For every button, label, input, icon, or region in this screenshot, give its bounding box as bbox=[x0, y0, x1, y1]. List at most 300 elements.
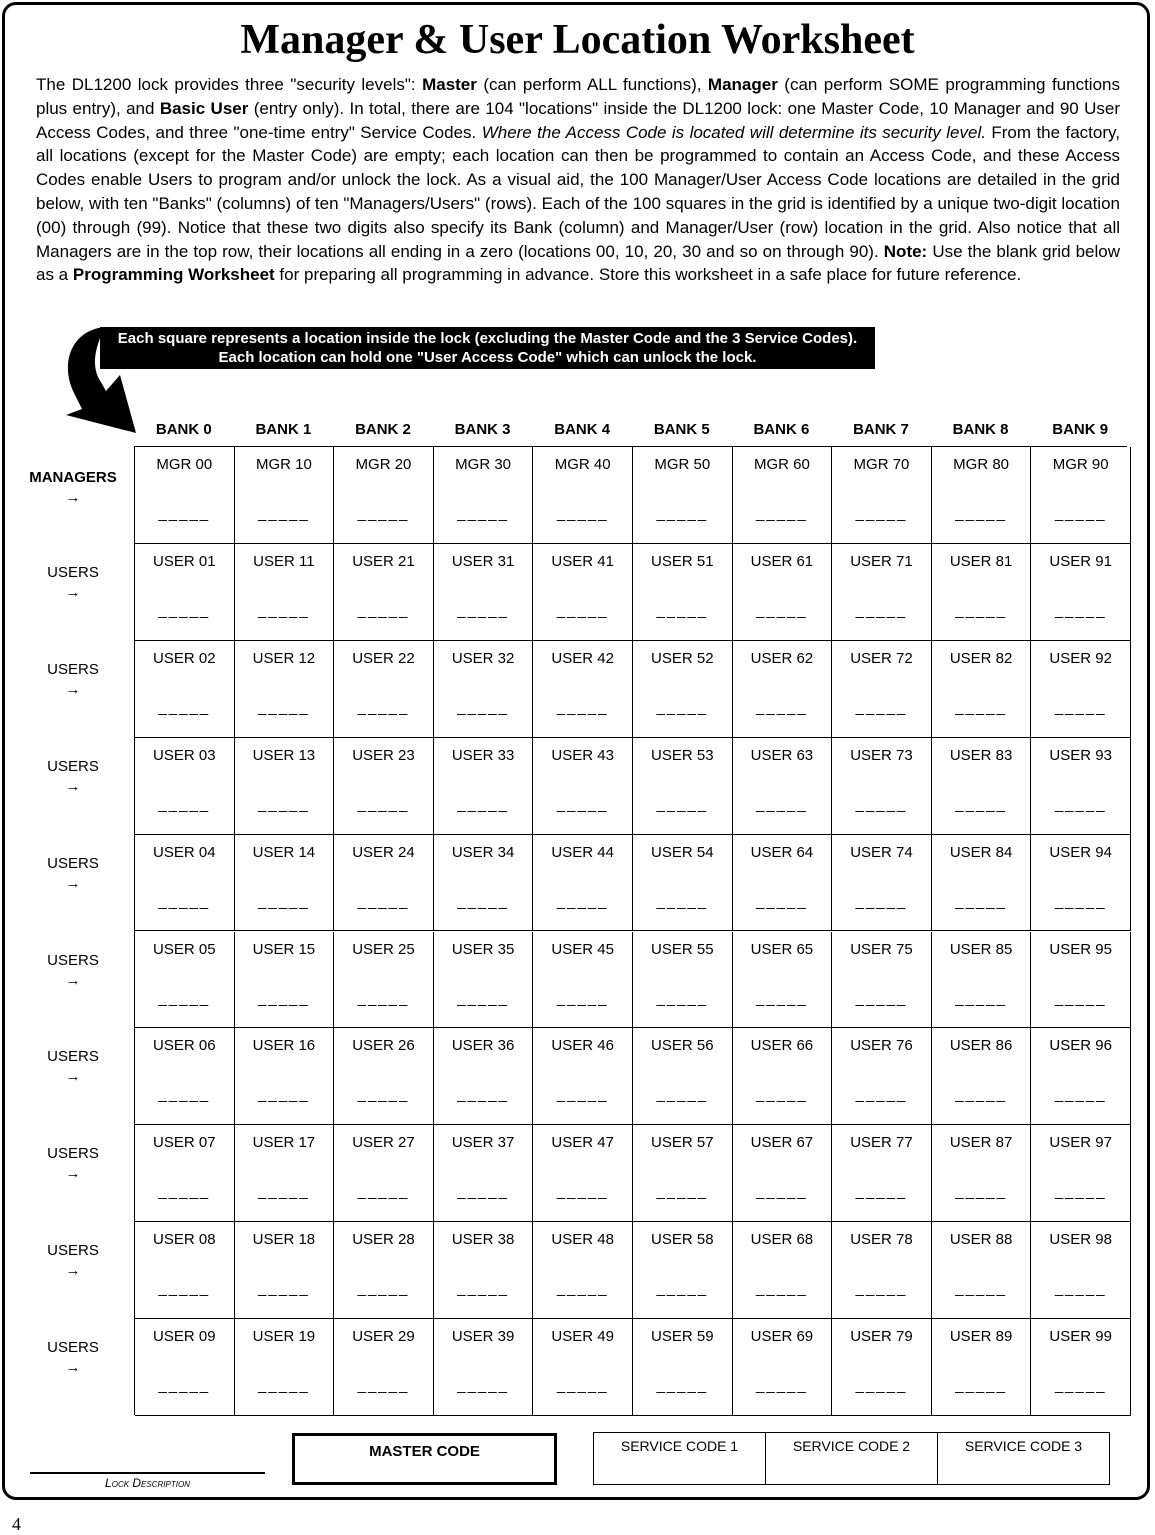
location-label: USER 27 bbox=[352, 1134, 415, 1152]
code-blank-line[interactable]: _____ bbox=[556, 892, 609, 910]
code-blank-line[interactable]: _____ bbox=[457, 892, 509, 910]
location-cell[interactable] bbox=[733, 932, 833, 1029]
location-label: USER 81 bbox=[949, 552, 1013, 570]
location-cell[interactable] bbox=[533, 1319, 633, 1416]
code-blank-line[interactable]: _____ bbox=[457, 601, 509, 619]
right-arrow-icon: → bbox=[65, 1165, 81, 1183]
location-cell[interactable] bbox=[533, 932, 633, 1029]
location-label: USER 67 bbox=[750, 1134, 814, 1152]
code-blank-line[interactable]: _____ bbox=[357, 795, 410, 813]
location-label: USER 42 bbox=[551, 649, 614, 667]
location-cell[interactable] bbox=[235, 447, 335, 544]
code-blank-line[interactable]: _____ bbox=[556, 989, 609, 1007]
location-cell[interactable] bbox=[832, 738, 932, 835]
location-cell[interactable] bbox=[235, 1028, 335, 1125]
location-cell[interactable] bbox=[932, 641, 1032, 738]
location-cell[interactable] bbox=[1031, 641, 1131, 738]
bank-header-4: BANK 4 bbox=[554, 421, 611, 438]
service-code-3[interactable]: SERVICE CODE 3 bbox=[937, 1433, 1109, 1484]
location-label: MGR 90 bbox=[1052, 456, 1109, 473]
location-cell[interactable] bbox=[135, 932, 235, 1029]
code-blank-line[interactable]: _____ bbox=[955, 1377, 1007, 1395]
location-cell[interactable] bbox=[733, 835, 833, 932]
location-label: USER 63 bbox=[750, 746, 814, 764]
location-label: MGR 70 bbox=[853, 456, 910, 473]
code-blank-line[interactable]: _____ bbox=[457, 1377, 509, 1395]
location-label: MGR 50 bbox=[654, 456, 711, 473]
location-cell[interactable] bbox=[733, 1028, 833, 1125]
location-label: USER 13 bbox=[252, 746, 316, 764]
code-blank-line[interactable]: _____ bbox=[656, 698, 709, 716]
code-blank-line[interactable]: _____ bbox=[258, 1183, 310, 1201]
row-label-users bbox=[18, 854, 128, 894]
location-cell[interactable] bbox=[932, 544, 1032, 641]
location-cell[interactable] bbox=[334, 641, 434, 738]
location-label: USER 82 bbox=[949, 649, 1013, 667]
location-label: USER 19 bbox=[252, 1328, 316, 1346]
code-blank-line[interactable]: _____ bbox=[258, 989, 310, 1007]
location-cell[interactable] bbox=[633, 641, 733, 738]
location-cell[interactable] bbox=[334, 1319, 434, 1416]
location-cell[interactable] bbox=[135, 835, 235, 932]
location-cell[interactable] bbox=[733, 544, 833, 641]
location-label: USER 38 bbox=[451, 1231, 515, 1249]
row-label-text: USERS bbox=[47, 951, 99, 969]
location-cell[interactable] bbox=[832, 641, 932, 738]
code-blank-line[interactable]: _____ bbox=[756, 1280, 808, 1298]
location-label: USER 36 bbox=[451, 1037, 515, 1055]
row-label-text: USERS bbox=[47, 854, 99, 872]
location-cell[interactable] bbox=[135, 1222, 235, 1319]
location-label: USER 65 bbox=[750, 940, 814, 958]
code-blank-line[interactable]: _____ bbox=[955, 795, 1007, 813]
location-label: USER 76 bbox=[850, 1037, 913, 1055]
location-label: USER 03 bbox=[153, 746, 216, 764]
code-blank-line[interactable]: _____ bbox=[756, 892, 808, 910]
location-cell[interactable] bbox=[733, 641, 833, 738]
code-blank-line[interactable]: _____ bbox=[656, 989, 709, 1007]
code-blank-line[interactable]: _____ bbox=[756, 1377, 808, 1395]
location-cell[interactable] bbox=[135, 544, 235, 641]
bank-header-8: BANK 8 bbox=[952, 421, 1009, 438]
location-label: MGR 30 bbox=[455, 456, 512, 473]
location-cell[interactable] bbox=[135, 1319, 235, 1416]
location-label: USER 29 bbox=[352, 1328, 415, 1346]
location-label: USER 97 bbox=[1049, 1134, 1112, 1152]
code-blank-line[interactable]: _____ bbox=[258, 1377, 310, 1395]
location-cell[interactable] bbox=[932, 738, 1032, 835]
row-label-text: USERS bbox=[47, 1048, 99, 1066]
location-label: USER 24 bbox=[352, 843, 415, 861]
code-blank-line[interactable]: _____ bbox=[756, 1086, 808, 1104]
location-cell[interactable] bbox=[434, 1125, 534, 1222]
code-blank-line[interactable]: _____ bbox=[656, 1377, 709, 1395]
location-cell[interactable] bbox=[1031, 738, 1131, 835]
code-blank-line[interactable]: _____ bbox=[1054, 892, 1107, 910]
location-cell[interactable] bbox=[434, 738, 534, 835]
location-cell[interactable] bbox=[533, 1125, 633, 1222]
location-cell[interactable] bbox=[932, 447, 1032, 544]
location-cell[interactable] bbox=[633, 544, 733, 641]
location-label: USER 02 bbox=[153, 649, 216, 667]
location-cell[interactable] bbox=[832, 544, 932, 641]
location-label: USER 48 bbox=[551, 1231, 614, 1249]
location-cell[interactable] bbox=[235, 1222, 335, 1319]
location-label: USER 45 bbox=[551, 940, 614, 958]
code-blank-line[interactable]: _____ bbox=[556, 1377, 609, 1395]
code-blank-line[interactable]: _____ bbox=[1054, 1086, 1107, 1104]
service-codes-box bbox=[593, 1432, 1110, 1485]
location-cell[interactable] bbox=[832, 1222, 932, 1319]
code-blank-line[interactable]: _____ bbox=[357, 1183, 410, 1201]
code-blank-line[interactable]: _____ bbox=[855, 698, 908, 716]
right-arrow-icon: → bbox=[65, 777, 81, 795]
location-label: USER 46 bbox=[551, 1037, 614, 1055]
location-cell[interactable] bbox=[334, 835, 434, 932]
location-label: USER 61 bbox=[750, 552, 814, 570]
location-label: MGR 20 bbox=[355, 456, 412, 473]
location-cell[interactable] bbox=[1031, 932, 1131, 1029]
location-label: USER 59 bbox=[651, 1328, 714, 1346]
code-blank-line[interactable]: _____ bbox=[158, 505, 211, 522]
code-blank-line[interactable]: _____ bbox=[1054, 601, 1107, 619]
location-cell[interactable] bbox=[633, 835, 733, 932]
location-cell[interactable] bbox=[434, 447, 534, 544]
location-label: USER 89 bbox=[949, 1328, 1013, 1346]
location-cell[interactable] bbox=[832, 835, 932, 932]
location-cell[interactable] bbox=[832, 932, 932, 1029]
code-blank-line[interactable]: _____ bbox=[357, 1377, 410, 1395]
code-blank-line[interactable]: _____ bbox=[457, 1086, 509, 1104]
location-cell[interactable] bbox=[533, 447, 633, 544]
code-blank-line[interactable]: _____ bbox=[855, 989, 908, 1007]
code-blank-line[interactable]: _____ bbox=[357, 698, 410, 716]
location-label: USER 08 bbox=[153, 1231, 216, 1249]
location-cell[interactable] bbox=[334, 1222, 434, 1319]
location-cell[interactable] bbox=[533, 544, 633, 641]
location-label: USER 44 bbox=[551, 843, 614, 861]
code-blank-line[interactable]: _____ bbox=[656, 892, 709, 910]
code-blank-line[interactable]: _____ bbox=[1054, 795, 1107, 813]
code-blank-line[interactable]: _____ bbox=[357, 892, 410, 910]
code-blank-line[interactable]: _____ bbox=[158, 1377, 211, 1395]
location-cell[interactable] bbox=[932, 1222, 1032, 1319]
location-cell[interactable] bbox=[932, 1319, 1032, 1416]
code-blank-line[interactable]: _____ bbox=[955, 601, 1007, 619]
code-blank-line[interactable]: _____ bbox=[955, 1183, 1007, 1201]
code-blank-line[interactable]: _____ bbox=[258, 1280, 310, 1298]
location-label: USER 16 bbox=[252, 1037, 316, 1055]
location-label: USER 94 bbox=[1049, 843, 1112, 861]
code-blank-line[interactable]: _____ bbox=[357, 601, 410, 619]
location-cell[interactable] bbox=[1031, 835, 1131, 932]
location-cell[interactable] bbox=[633, 1125, 733, 1222]
code-blank-line[interactable]: _____ bbox=[1054, 505, 1107, 522]
code-blank-line[interactable]: _____ bbox=[258, 795, 310, 813]
location-label: USER 43 bbox=[551, 746, 614, 764]
location-cell[interactable] bbox=[932, 932, 1032, 1029]
location-cell[interactable] bbox=[135, 1028, 235, 1125]
row-label-text: MANAGERS bbox=[29, 469, 117, 486]
location-label: USER 73 bbox=[850, 746, 913, 764]
location-cell[interactable] bbox=[235, 641, 335, 738]
location-label: USER 35 bbox=[451, 940, 515, 958]
code-blank-line[interactable]: _____ bbox=[258, 505, 310, 522]
location-label: USER 33 bbox=[451, 746, 515, 764]
code-blank-line[interactable]: _____ bbox=[855, 1183, 908, 1201]
location-cell[interactable] bbox=[932, 835, 1032, 932]
code-blank-line[interactable]: _____ bbox=[158, 892, 211, 910]
location-cell[interactable] bbox=[633, 932, 733, 1029]
code-blank-line[interactable]: _____ bbox=[855, 892, 908, 910]
callout-banner: Each square represents a location inside the lock (excluding the Master Code and the 3 Service Codes). Each location can hold one "User Access Code" which can unlock the lock. bbox=[100, 327, 875, 369]
service-code-2[interactable]: SERVICE CODE 2 bbox=[765, 1433, 937, 1484]
location-label: USER 09 bbox=[153, 1328, 216, 1346]
location-label: USER 56 bbox=[651, 1037, 714, 1055]
location-label: USER 23 bbox=[352, 746, 415, 764]
location-cell[interactable] bbox=[633, 1319, 733, 1416]
location-cell[interactable] bbox=[434, 1028, 534, 1125]
lock-description-line bbox=[30, 1472, 265, 1474]
bank-header-9: BANK 9 bbox=[1052, 421, 1109, 438]
location-cell[interactable] bbox=[434, 641, 534, 738]
location-cell[interactable] bbox=[1031, 544, 1131, 641]
location-cell[interactable] bbox=[434, 835, 534, 932]
code-blank-line[interactable]: _____ bbox=[357, 1086, 410, 1104]
right-arrow-icon: → bbox=[65, 1068, 81, 1086]
code-blank-line[interactable]: _____ bbox=[656, 505, 709, 522]
location-cell[interactable] bbox=[1031, 1222, 1131, 1319]
location-label: USER 28 bbox=[352, 1231, 415, 1249]
location-cell[interactable] bbox=[733, 1319, 833, 1416]
code-blank-line[interactable]: _____ bbox=[1054, 698, 1107, 716]
code-blank-line[interactable]: _____ bbox=[457, 1280, 509, 1298]
location-cell[interactable] bbox=[733, 1125, 833, 1222]
location-label: USER 84 bbox=[949, 843, 1013, 861]
code-blank-line[interactable]: _____ bbox=[1054, 1280, 1107, 1298]
row-label-users bbox=[18, 1241, 128, 1281]
code-blank-line[interactable]: _____ bbox=[556, 795, 609, 813]
code-blank-line[interactable]: _____ bbox=[955, 505, 1007, 522]
code-blank-line[interactable]: _____ bbox=[457, 698, 509, 716]
location-label: USER 74 bbox=[850, 843, 913, 861]
code-blank-line[interactable]: _____ bbox=[756, 505, 808, 522]
row-label-users bbox=[18, 1338, 128, 1378]
location-cell[interactable] bbox=[334, 738, 434, 835]
code-blank-line[interactable]: _____ bbox=[556, 505, 609, 522]
location-cell[interactable] bbox=[533, 641, 633, 738]
location-label: USER 95 bbox=[1049, 940, 1112, 958]
location-cell[interactable] bbox=[932, 1028, 1032, 1125]
code-blank-line[interactable]: _____ bbox=[1054, 989, 1107, 1007]
location-label: USER 21 bbox=[352, 552, 415, 570]
location-cell[interactable] bbox=[733, 447, 833, 544]
location-cell[interactable] bbox=[832, 447, 932, 544]
location-cell[interactable] bbox=[235, 932, 335, 1029]
location-cell[interactable] bbox=[932, 1125, 1032, 1222]
code-blank-line[interactable]: _____ bbox=[756, 601, 808, 619]
location-cell[interactable] bbox=[334, 932, 434, 1029]
page-number: 4 bbox=[12, 1514, 21, 1534]
code-blank-line[interactable]: _____ bbox=[556, 601, 609, 619]
location-cell[interactable] bbox=[633, 447, 733, 544]
location-cell[interactable] bbox=[235, 1319, 335, 1416]
location-grid bbox=[134, 446, 1127, 1415]
location-label: USER 55 bbox=[651, 940, 714, 958]
location-cell[interactable] bbox=[533, 738, 633, 835]
code-blank-line[interactable]: _____ bbox=[955, 989, 1007, 1007]
location-cell[interactable] bbox=[1031, 1028, 1131, 1125]
location-label: MGR 80 bbox=[953, 456, 1010, 473]
location-cell[interactable] bbox=[533, 835, 633, 932]
row-label-text: USERS bbox=[47, 1242, 99, 1260]
code-blank-line[interactable]: _____ bbox=[556, 1183, 609, 1201]
code-blank-line[interactable]: _____ bbox=[158, 1183, 211, 1201]
code-blank-line[interactable]: _____ bbox=[855, 505, 908, 522]
code-blank-line[interactable]: _____ bbox=[656, 1183, 709, 1201]
location-label: USER 58 bbox=[651, 1231, 714, 1249]
code-blank-line[interactable]: _____ bbox=[1054, 1377, 1107, 1395]
code-blank-line[interactable]: _____ bbox=[357, 505, 410, 522]
code-blank-line[interactable]: _____ bbox=[258, 892, 310, 910]
location-label: USER 68 bbox=[750, 1231, 814, 1249]
code-blank-line[interactable]: _____ bbox=[158, 989, 211, 1007]
code-blank-line[interactable]: _____ bbox=[457, 795, 509, 813]
code-blank-line[interactable]: _____ bbox=[955, 892, 1007, 910]
location-label: USER 37 bbox=[451, 1134, 515, 1152]
location-cell[interactable] bbox=[135, 1125, 235, 1222]
location-label: USER 62 bbox=[750, 649, 814, 667]
row-label-text: USERS bbox=[47, 1145, 99, 1163]
code-blank-line[interactable]: _____ bbox=[656, 601, 709, 619]
code-blank-line[interactable]: _____ bbox=[158, 1086, 211, 1104]
service-code-1[interactable]: SERVICE CODE 1 bbox=[620, 1438, 739, 1454]
code-blank-line[interactable]: _____ bbox=[556, 1280, 609, 1298]
location-label: USER 92 bbox=[1049, 649, 1112, 667]
location-cell[interactable] bbox=[235, 835, 335, 932]
code-blank-line[interactable]: _____ bbox=[656, 1086, 709, 1104]
code-blank-line[interactable]: _____ bbox=[556, 698, 609, 716]
location-cell[interactable] bbox=[1031, 1125, 1131, 1222]
code-blank-line[interactable]: _____ bbox=[1054, 1183, 1107, 1201]
location-cell[interactable] bbox=[334, 1125, 434, 1222]
code-blank-line[interactable]: _____ bbox=[158, 1280, 211, 1298]
location-cell[interactable] bbox=[832, 1125, 932, 1222]
location-label: USER 75 bbox=[850, 940, 913, 958]
location-cell[interactable] bbox=[135, 447, 235, 544]
location-cell[interactable] bbox=[633, 738, 733, 835]
location-cell[interactable] bbox=[434, 932, 534, 1029]
code-blank-line[interactable]: _____ bbox=[756, 795, 808, 813]
location-label: USER 64 bbox=[750, 843, 814, 861]
code-blank-line[interactable]: _____ bbox=[357, 1280, 410, 1298]
row-label-users bbox=[18, 1047, 128, 1087]
location-label: USER 52 bbox=[651, 649, 714, 667]
code-blank-line[interactable]: _____ bbox=[955, 698, 1007, 716]
location-label: USER 34 bbox=[451, 843, 515, 861]
master-code-box[interactable]: MASTER CODE bbox=[292, 1433, 557, 1485]
code-blank-line[interactable]: _____ bbox=[258, 1086, 310, 1104]
location-cell[interactable] bbox=[832, 1319, 932, 1416]
code-blank-line[interactable]: _____ bbox=[656, 1280, 709, 1298]
location-label: USER 71 bbox=[850, 552, 913, 570]
code-blank-line[interactable]: _____ bbox=[258, 698, 310, 716]
location-label: USER 72 bbox=[850, 649, 913, 667]
location-label: USER 77 bbox=[850, 1134, 913, 1152]
code-blank-line[interactable]: _____ bbox=[855, 1086, 908, 1104]
code-blank-line[interactable]: _____ bbox=[457, 505, 509, 522]
location-cell[interactable] bbox=[235, 1125, 335, 1222]
bank-header-2: BANK 2 bbox=[355, 421, 411, 438]
location-cell[interactable] bbox=[533, 1222, 633, 1319]
location-cell[interactable] bbox=[633, 1222, 733, 1319]
code-blank-line[interactable]: _____ bbox=[756, 989, 808, 1007]
right-arrow-icon: → bbox=[65, 583, 81, 601]
code-blank-line[interactable]: _____ bbox=[457, 1183, 509, 1201]
location-cell[interactable] bbox=[135, 738, 235, 835]
location-label: MGR 00 bbox=[156, 456, 213, 473]
location-cell[interactable] bbox=[733, 1222, 833, 1319]
location-cell[interactable] bbox=[733, 738, 833, 835]
bank-header-7: BANK 7 bbox=[853, 421, 909, 438]
location-cell[interactable] bbox=[1031, 1319, 1131, 1416]
location-cell[interactable] bbox=[334, 447, 434, 544]
right-arrow-icon: → bbox=[65, 971, 81, 989]
location-cell[interactable] bbox=[434, 544, 534, 641]
row-label-users bbox=[18, 757, 128, 797]
code-blank-line[interactable]: _____ bbox=[756, 698, 808, 716]
code-blank-line[interactable]: _____ bbox=[158, 698, 211, 716]
location-cell[interactable] bbox=[1031, 447, 1131, 544]
location-cell[interactable] bbox=[235, 544, 335, 641]
code-blank-line[interactable]: _____ bbox=[158, 795, 211, 813]
location-label: USER 18 bbox=[252, 1231, 316, 1249]
bank-header-6: BANK 6 bbox=[753, 421, 810, 438]
location-cell[interactable] bbox=[832, 1028, 932, 1125]
code-blank-line[interactable]: _____ bbox=[855, 1280, 908, 1298]
code-blank-line[interactable]: _____ bbox=[656, 795, 709, 813]
location-cell[interactable] bbox=[434, 1222, 534, 1319]
code-blank-line[interactable]: _____ bbox=[855, 601, 908, 619]
location-label: USER 25 bbox=[352, 940, 415, 958]
code-blank-line[interactable]: _____ bbox=[955, 1280, 1007, 1298]
location-label: USER 49 bbox=[551, 1328, 614, 1346]
code-blank-line[interactable]: _____ bbox=[457, 989, 509, 1007]
code-blank-line[interactable]: _____ bbox=[258, 601, 310, 619]
location-cell[interactable] bbox=[334, 544, 434, 641]
code-blank-line[interactable]: _____ bbox=[855, 1377, 908, 1395]
location-label: USER 26 bbox=[352, 1037, 415, 1055]
code-blank-line[interactable]: _____ bbox=[357, 989, 410, 1007]
row-label-users bbox=[18, 660, 128, 700]
code-blank-line[interactable]: _____ bbox=[756, 1183, 808, 1201]
code-blank-line[interactable]: _____ bbox=[158, 601, 211, 619]
location-cell[interactable] bbox=[334, 1028, 434, 1125]
location-cell[interactable] bbox=[434, 1319, 534, 1416]
code-blank-line[interactable]: _____ bbox=[556, 1086, 609, 1104]
code-blank-line[interactable]: _____ bbox=[955, 1086, 1007, 1104]
location-cell[interactable] bbox=[633, 1028, 733, 1125]
code-blank-line[interactable]: _____ bbox=[855, 795, 908, 813]
location-cell[interactable] bbox=[135, 641, 235, 738]
location-cell[interactable] bbox=[235, 738, 335, 835]
row-label-text: USERS bbox=[47, 660, 99, 678]
row-label-users bbox=[18, 951, 128, 991]
location-label: USER 31 bbox=[451, 552, 515, 570]
location-label: USER 83 bbox=[949, 746, 1013, 764]
location-cell[interactable] bbox=[533, 1028, 633, 1125]
location-label: USER 17 bbox=[252, 1134, 316, 1152]
